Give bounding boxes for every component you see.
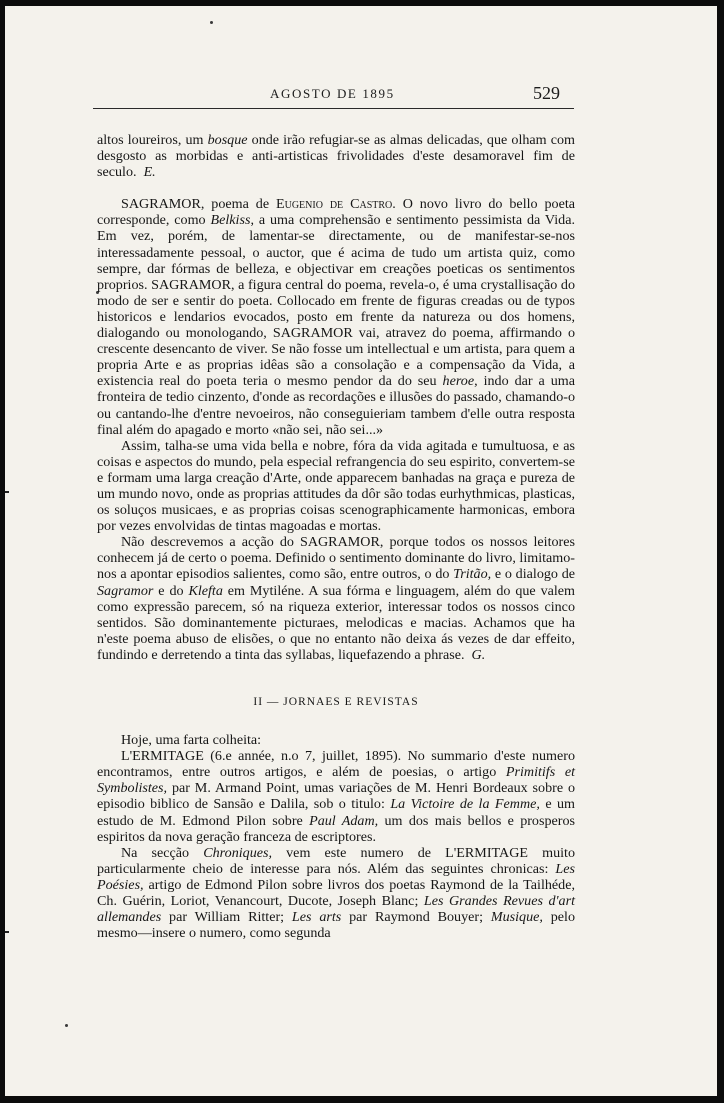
book-page — [5, 6, 717, 1096]
page-number: 529 — [533, 83, 560, 103]
ink-speck — [210, 21, 213, 24]
running-title: AGOSTO DE 1895 — [270, 86, 395, 101]
ink-speck — [65, 1024, 68, 1027]
section-heading: II — JORNAES E REVISTAS — [253, 696, 419, 708]
paragraph-assim: Assim, talha-se uma vida bella e nobre, fóra da vida agitada e tumultuosa, e as coisas e aspectos do mundo, pela especial refrangencia do seu espirito, convertem-se e formam uma larga creação d'Arte, onde apparecem banhadas na graça e pureza de um mundo novo, onde as proprias attitudes da dôr são todas eurhythmicas, plasticas, os soluços musicaes, e as proprias coisas scenographicamente harmonicas, embora por vezes envolvidas de tintas magoadas e mortas. — [97, 437, 575, 535]
author-name: Eugenio de Castro — [276, 196, 393, 213]
paragraph-nao-descrevemos: Não descrevemos a acção do SAGRAMOR, porque todos os nossos leitores conhecem já de certo o poema. Definido o sentimento dominante do livro, limitamo-nos a apontar episodios salientes, como são, entre outros, o do Tritão, e o dialogo de Sagramor e do Klefta em Mytiléne. A sua fórma e linguagem, além do que valem como expressão parecem, só na riqueza exterior, interessar todos os nossos cinco sentidos. São dominantemente picturaes, melodicas e macias. Achamos que ha n'este poema abuso de elisões, o que no entanto não deixa ás vezes de dar effeito, fundindo e derretendo a tinta das syllabas, liquefazendo a phrase. G. — [97, 534, 575, 663]
body-text — [97, 132, 575, 941]
page-header — [5, 83, 717, 110]
paragraph-hoje: Hoje, uma farta colheita: — [121, 732, 262, 749]
paragraph-ermitage: L'ERMITAGE (6.e année, n.o 7, juillet, 1895). No summario d'este numero encontramos, entre outros artigos, e além de poesias, o artigo Primitifs et Symbolistes, par M. Armand Point, umas variações de M. Henri Bordeaux sobre o episodio biblico de Sansão e Dalila, sob o titulo: La Victoire de la Femme, e um estudo de M. Edmond Pilon sobre Paul Adam, um dos mais bellos e prosperos espiritos da nova geração franceza de escriptores. — [97, 748, 576, 845]
margin-mark — [5, 931, 9, 933]
header-rule — [93, 108, 574, 109]
paragraph-chroniques: Na secção Chroniques, vem este numero de L'ERMITAGE muito particularmente cheio de interesse para nós. Além das seguintes chronicas: Les Poésies, artigo de Edmond Pilon sobre livros dos poetas Raymond de la Tailhéde, Ch. Guérin, Loriot, Venancourt, Ducote, Joseph Blanc; Les Grandes Revues d'art allemandes par William Ritter; Les arts par Raymond Bouyer; Musique, pelo mesmo—insere o numero, como segunda — [97, 844, 576, 942]
margin-mark — [5, 491, 9, 493]
paragraph-1: altos loureiros, um bosque onde irão refugiar-se as almas delicadas, que olham com desgosto as morbidas e anti-artisticas frivolidades d'este desamoravel fim de seculo. E. — [97, 132, 575, 181]
paragraph-sagramor: SAGRAMOR, poema de Eugenio de Castro. O novo livro do bello poeta corresponde, como Belkiss, a uma comprehensão e sentimento pessimista da Vida. Em vez, porém, de lamentar-se directamente, ou de manifestar-se-nos interessadamente pessoal, o auctor, que é acima de tudo um artista quiz, como sempre, dar fórmas de belleza, e objectivar em creações poeticas os sentimentos proprios. SAGRAMOR, a figura central do poema, revela-o, é uma crystallisação do modo de ser e sentir do poeta. Collocado em frente de figuras creadas ou de typos historicos e lendarios evocados, posto em frente da natureza ou dos homens, dialogando ou monologando, SAGRAMOR vai, atravez do poema, affirmando o crescente desencanto de viver. Se não fosse um intellectual e um artista, para quem a propria Arte e as proprias idêas são a consolação e a compensação da Vida, a existencia real do poeta teria o mesmo pendor da do seu heroe, indo dar a uma fronteira de tedio cinzento, d'onde as recordações e illusões do passado, chamando-o ou cantando-lhe d'entre nevoeiros, não conseguieriam tambem d'elle outra resposta final além do apagado e morto «não sei, não sei...» — [97, 196, 575, 438]
